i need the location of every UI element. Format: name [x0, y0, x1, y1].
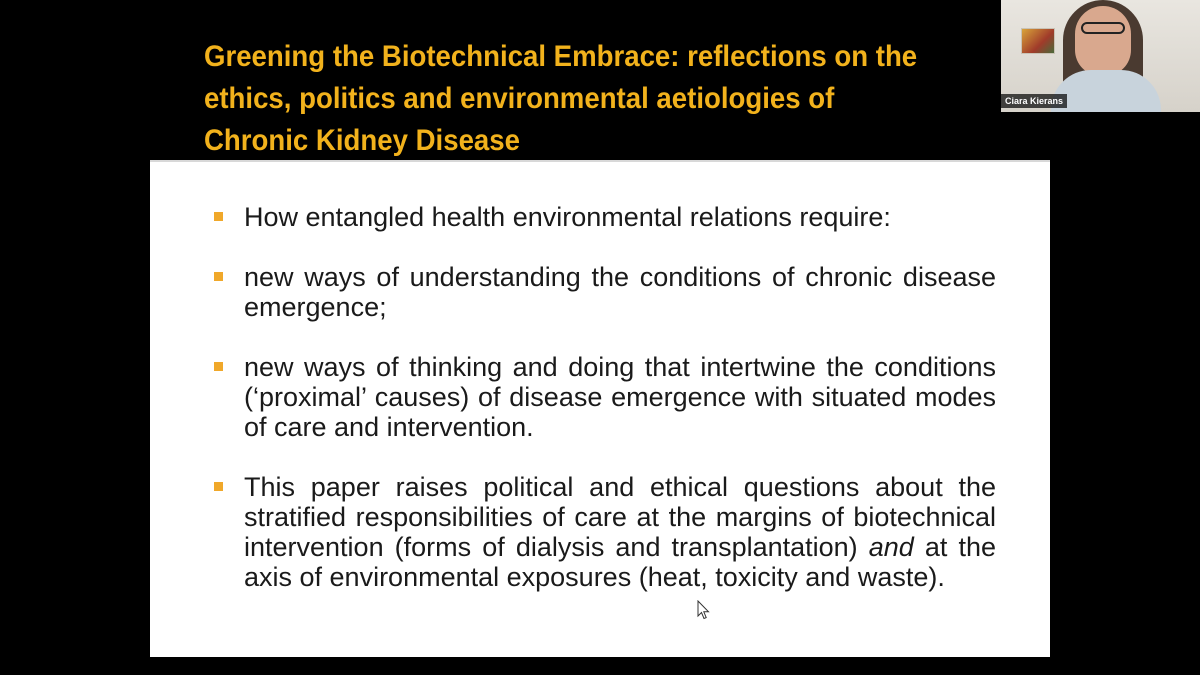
bullet-text-part: at the axis of environmental exposures (heat, toxicity and waste).: [244, 532, 996, 592]
square-bullet-icon: [214, 482, 223, 491]
bullet-item-3: [244, 352, 996, 442]
participant-name-label: Ciara Kierans: [1001, 94, 1067, 108]
participant-video-tile[interactable]: [1001, 0, 1200, 112]
bullet-text: [244, 472, 996, 592]
bullet-text-part: This paper raises political and ethical questions about the stratified responsibilities of care at the margins of biotechnical intervention (forms of dialysis and transplantation): [244, 472, 996, 562]
glasses: [1081, 22, 1125, 34]
slide-content-area: [150, 160, 1050, 657]
background-painting: [1021, 28, 1055, 54]
bullet-item-1: [244, 202, 996, 232]
bullet-item-4: [244, 472, 996, 592]
slide-title: Greening the Biotechnical Embrace: reflections on the ethics, politics and environmental aetiologies of Chronic Kidney Disease: [204, 40, 918, 157]
square-bullet-icon: [214, 272, 223, 281]
bullet-item-2: [244, 262, 996, 322]
bullet-text: How entangled health environmental relations require:: [244, 202, 891, 232]
mouse-pointer-icon: [697, 600, 711, 620]
square-bullet-icon: [214, 362, 223, 371]
participant-body: [1051, 70, 1161, 112]
square-bullet-icon: [214, 212, 223, 221]
participant-face: [1075, 6, 1131, 76]
bullet-text-italic: and: [868, 532, 914, 562]
bullet-text: new ways of thinking and doing that intertwine the conditions (‘proximal’ causes) of disease emergence with situated modes of care and intervention.: [244, 352, 996, 442]
bullet-text: new ways of understanding the conditions of chronic disease emergence;: [244, 262, 996, 322]
